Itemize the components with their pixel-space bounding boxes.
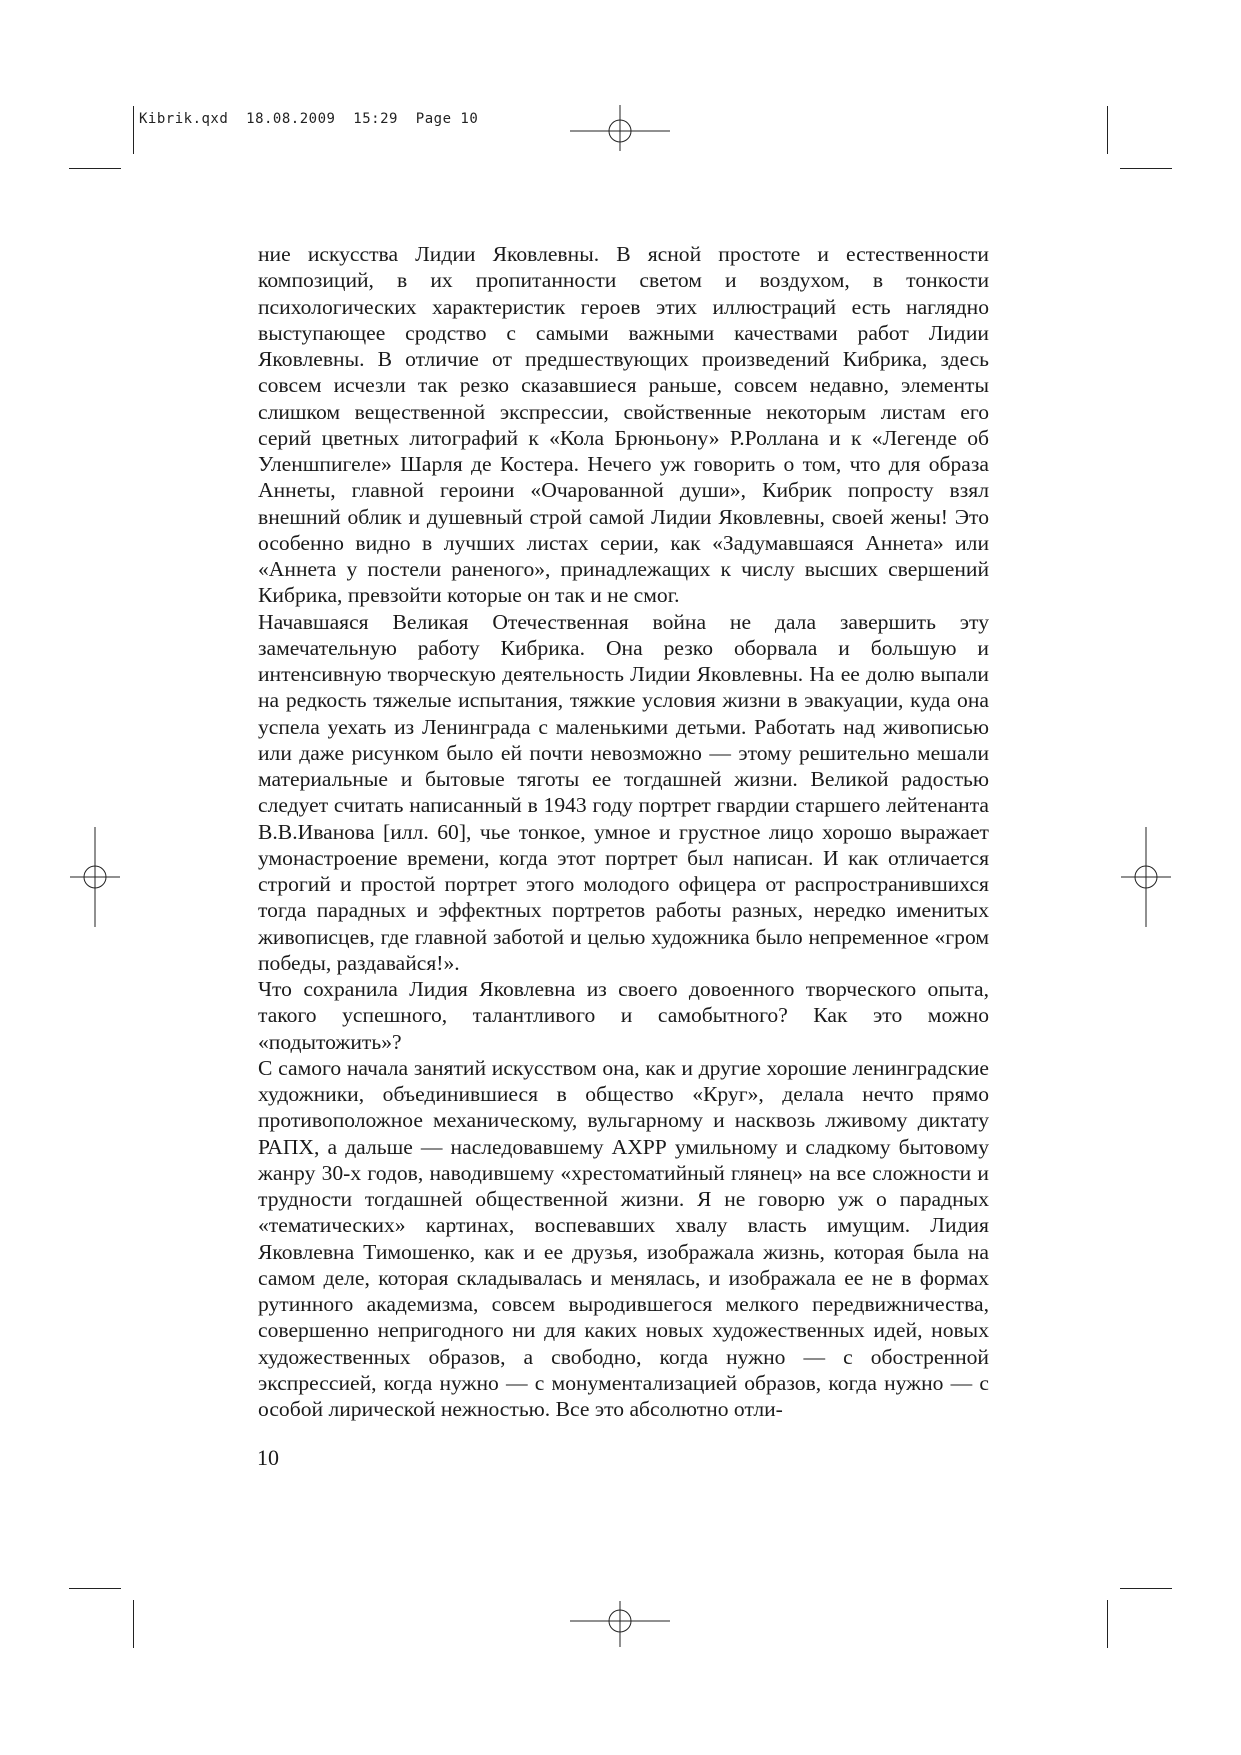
body-text	[258, 241, 989, 1422]
paragraph: Что сохранила Лидия Яковлевна из своего довоенного творческого опыта, такого успешного, талантливого и самобытного? Как это можно «подытожить»?	[258, 977, 989, 1054]
crop-mark-bottom-left-horizontal	[69, 1588, 121, 1589]
crop-mark-bottom-right-horizontal	[1120, 1588, 1172, 1589]
crop-mark-top-left-vertical	[133, 106, 134, 154]
paragraph: С самого начала занятий искусством она, как и другие хорошие ленинградские художники, объединившиеся в общество «Круг», делала нечто прямо противоположное механическому, вульгарному и насквозь лживому диктату РАПХ, а дальше — наследовавшему АХРР умильному и сладкому бытовому жанру 30-х годов, наводившему «хрестоматийный глянец» на все сложности и трудности тогдашней общественной жизни. Я не говорю уж о парадных «тематических» картинах, воспевавших хвалу власть имущим. Лидия Яковлевна Тимошенко, как и ее друзья, изображала жизнь, которая была на самом деле, которая складывалась и менялась, и изображала ее не в формах рутинного академизма, совсем выродившегося мелкого передвижничества, совершенно непригодного ни для каких новых художественных идей, новых художественных образов, а свободно, когда нужно — с обостренной экспрессией, когда нужно — с монументализацией образов, когда нужно — с особой лирической нежностью. Все это абсолютно отли-	[258, 1055, 989, 1421]
crop-mark-top-right-vertical	[1107, 106, 1108, 154]
crop-mark-top-left-horizontal	[69, 168, 121, 169]
crop-mark-bottom-left-vertical	[133, 1600, 134, 1648]
registration-mark-top-icon	[569, 104, 671, 152]
page-number: 10	[257, 1445, 279, 1470]
registration-mark-left-icon	[69, 826, 121, 928]
crop-mark-top-right-horizontal	[1120, 168, 1172, 169]
crop-mark-bottom-right-vertical	[1107, 1600, 1108, 1648]
registration-mark-bottom-icon	[569, 1600, 671, 1648]
paragraph: Начавшаяся Великая Отечественная война не дала завершить эту замечательную работу Кибрика. Она резко оборвала и большую и интенсивную творческую деятельность Лидии Яковлевны. На ее долю выпали на редкость тяжелые испытания, тяжкие условия жизни в эвакуации, куда она успела уехать из Ленинграда с маленькими детьми. Работать над живописью или даже рисунком было ей почти невозможно — этому решительно мешали материальные и бытовые тяготы ее тогдашней жизни. Великой радостью следует считать написанный в 1943 году портрет гвардии старшего лейтенанта В.В.Иванова [илл. 60], чье тонкое, умное и грустное лицо хорошо выражает умонастроение времени, когда этот портрет был написан. И как отличается строгий и простой портрет этого молодого офицера от распространившихся тогда парадных и эффектных портретов работы разных, нередко именитых живописцев, где главной заботой и целью художника было непременное «гром победы, раздавайся!».	[258, 609, 989, 975]
slug-line: Kibrik.qxd 18.08.2009 15:29 Page 10	[139, 111, 479, 127]
paragraph: ние искусства Лидии Яковлевны. В ясной простоте и естественности композиций, в их пропитанности светом и воздухом, в тонкости психологических характеристик героев этих иллюстраций есть наглядно выступающее сродство с самыми важными качествами работ Лидии Яковлевны. В отличие от предшествующих произведений Кибрика, здесь совсем исчезли так резко сказавшиеся раньше, совсем недавно, элементы слишком вещественной экспрессии, свойственные некоторым листам его серий цветных литографий к «Кола Брюньону» Р.Роллана и к «Легенде об Уленшпигеле» Шарля де Костера. Нечего уж говорить о том, что для образа Аннеты, главной героини «Очарованной души», Кибрик попросту взял внешний облик и душевный строй самой Лидии Яковлевны, своей жены! Это особенно видно в лучших листах серии, как «Задумавшаяся Аннета» или «Аннета у постели раненого», принадлежащих к числу высших свершений Кибрика, превзойти которые он так и не смог.	[258, 242, 989, 608]
registration-mark-right-icon	[1120, 826, 1172, 928]
